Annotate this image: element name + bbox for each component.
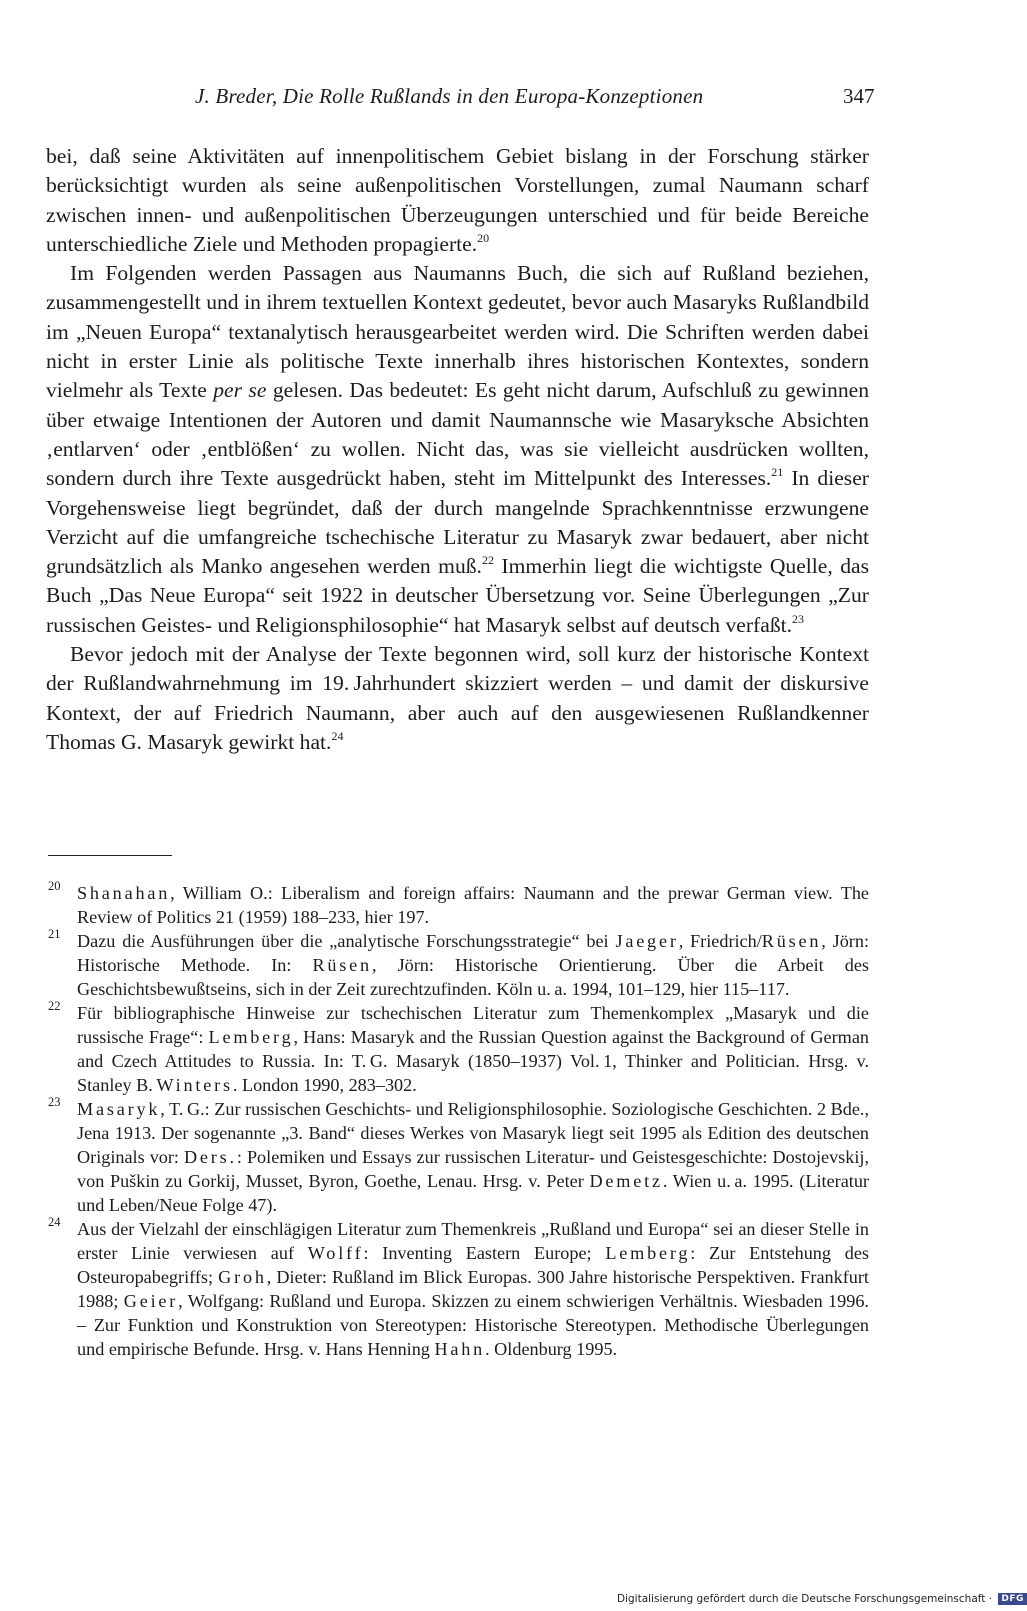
footnote-text: , Friedrich/ (678, 931, 762, 951)
author-name: Groh (218, 1267, 267, 1287)
italic-term: per se (213, 378, 267, 403)
footnote-text: : Inventing Eastern Europe; (363, 1243, 606, 1263)
footnote-text: Aus der Vielzahl der einschlägigen Literatur zum Themenkreis „Rußland und Europa“ sei an dieser Stelle in erster Linie verwiesen auf (77, 1219, 869, 1263)
footnote-text: : Zur Entstehung des Osteuropabegriffs; (77, 1243, 869, 1287)
dfg-logo: DFG (998, 1593, 1027, 1605)
footnote-text: , Dieter: Rußland im Blick Europas. 300 Jahre historische Perspektiven. Frankfurt 1988; (77, 1267, 869, 1311)
body-text (46, 142, 869, 757)
footnote-number: 20 (48, 879, 61, 893)
author-name: Rüsen (312, 955, 372, 975)
footnote-22 (46, 1001, 869, 1097)
footnote-ref-23[interactable]: 23 (792, 611, 805, 626)
footnote-text: . London 1990, 283–302. (232, 1075, 417, 1095)
author-name: Winters (156, 1075, 233, 1095)
author-name: Hahn (434, 1339, 486, 1359)
footnote-text: Dazu die Ausführungen über die „analytische Forschungsstrategie“ bei (77, 931, 616, 951)
footnote-ref-21[interactable]: 21 (771, 465, 784, 480)
footnote-text: , William O.: Liberalism and foreign affairs: Naumann and the prewar German view. The Review of Politics 21 (1959) 188–233, hier 197. (77, 883, 869, 927)
footnote-text: . Wien u. a. 1995. (Literatur und Leben/Neue Folge 47). (77, 1171, 869, 1215)
paragraph-2-text-c: In dieser Vorgehensweise liegt begründet, daß der durch mangelnde Sprachkenntnisse erzwungene Verzicht auf die umfangreiche tschechische Literatur zu Masaryk zwar bedauert, aber nicht grundsätzlich als Manko angesehen werden muß. (46, 466, 869, 579)
digitization-credit (617, 1593, 1027, 1605)
paragraph-3 (46, 640, 869, 757)
paragraph-1-text: bei, daß seine Aktivitäten auf innenpolitischem Gebiet bislang in der Forschung stärker berücksichtigt wurden als seine außenpolitischen Vorstellungen, zumal Naumann scharf zwischen innen- und außenpolitischen Überzeugungen unterschied und für beide Bereiche unterschiedliche Ziele und Methoden propagierte. (46, 144, 869, 256)
footnote-ref-24[interactable]: 24 (331, 728, 344, 743)
footnote-24 (46, 1217, 869, 1361)
footnote-ref-22[interactable]: 22 (481, 553, 494, 568)
author-name: Rüsen (761, 931, 822, 951)
author-name: Lemberg (208, 1027, 294, 1047)
page-number: 347 (843, 84, 875, 108)
footnotes (46, 881, 869, 1361)
footnote-text: , Wolfgang: Rußland und Europa. Skizzen zu einem schwierigen Verhältnis. Wiesbaden 1996. – Zur Funktion und Konstruktion von Stereotypen: Historische Stereotypen. Methodische Überlegungen und empirische Befunde. Hrsg. v. Hans Henning (77, 1291, 869, 1359)
credit-text: Digitalisierung gefördert durch die Deutsche Forschungsgemeinschaft (617, 1593, 986, 1605)
author-name: Ders. (184, 1147, 237, 1167)
author-name: Geier (123, 1291, 179, 1311)
footnote-ref-20[interactable]: 20 (477, 230, 490, 245)
paragraph-1 (46, 142, 869, 259)
footnote-text: Für bibliographische Hinweise zur tschechischen Literatur zum Themenkomplex „Masaryk und die russische Frage“: (77, 1003, 869, 1047)
footnote-text: , T. G.: Zur russischen Geschichts- und Religionsphilosophie. Soziologische Geschichten. 2 Bde., Jena 1913. Der sogenannte „3. Band“ dieses Werkes von Masaryk liegt seit 1995 als Edition des deutschen Originals vor: (77, 1099, 869, 1167)
footnote-21 (46, 929, 869, 1001)
paragraph-2-text-d: Immerhin liegt die wichtigste Quelle, das Buch „Das Neue Europa“ seit 1922 in deutscher Übersetzung vor. Seine Überlegungen „Zur russischen Geistes- und Religionsphilosophie“ hat Masaryk selbst auf deutsch verfaßt. (46, 554, 869, 637)
credit-separator: · (985, 1593, 996, 1605)
footnote-separator (48, 855, 172, 856)
author-name: Jaeger (615, 931, 679, 951)
footnote-23 (46, 1097, 869, 1217)
paragraph-3-text: Bevor jedoch mit der Analyse der Texte begonnen wird, soll kurz der historische Kontext der Rußlandwahrnehmung im 19. Jahrhundert skizziert werden – und damit der diskursive Kontext, der auf Friedrich Naumann, aber auch auf den ausgewiesenen Rußlandkenner Thomas G. Masaryk gewirkt hat. (46, 642, 869, 754)
author-name: Demetz (589, 1171, 663, 1191)
footnote-text: . Oldenburg 1995. (485, 1339, 618, 1359)
footnote-number: 21 (48, 927, 61, 941)
paragraph-2-text-b: gelesen. Das bedeutet: Es geht nicht darum, Aufschluß zu gewinnen über etwaige Intentionen der Autoren und damit Naumannsche wie Masaryksche Absichten ‚entlarven‘ oder ‚entblößen‘ zu wollen. Nicht das, was sie vielleicht ausdrücken wollten, sondern durch ihre Texte ausgedrückt haben, steht im Mittelpunkt des Interesses. (46, 378, 870, 491)
footnote-text: , Jörn: Historische Methode. In: (77, 931, 869, 975)
footnote-text: , Jörn: Historische Orientierung. Über die Arbeit des Geschichtsbewußtseins, sich in der Zeit zurechtzufinden. Köln u. a. 1994, 101–129, hier 115–117. (77, 955, 870, 999)
footnote-text: , Hans: Masaryk and the Russian Question against the Background of German and Czech Attitudes to Russia. In: T. G. Masaryk (1850–1937) Vol. 1, Thinker and Politician. Hrsg. v. Stanley B. (77, 1027, 869, 1095)
paragraph-2-text-a: Im Folgenden werden Passagen aus Naumanns Buch, die sich auf Rußland beziehen, zusammengestellt und in ihrem textuellen Kontext gedeutet, bevor auch Masaryks Rußlandbild im „Neuen Europa“ textanalytisch herausgearbeitet werden wird. Die Schriften werden dabei nicht in erster Linie als politische Texte innerhalb ihres historischen Kontextes, sondern vielmehr als Texte (46, 261, 869, 403)
footnote-number: 22 (48, 999, 61, 1013)
footnote-text: : Polemiken und Essays zur russischen Literatur- und Geistesgeschichte: Dostojevskij, von Puškin zu Gorkij, Musset, Byron, Goethe, Lenau. Hrsg. v. Peter (77, 1147, 869, 1191)
footnote-20 (46, 881, 869, 929)
author-name: Wolff (307, 1243, 364, 1263)
footnote-number: 23 (48, 1095, 61, 1109)
author-name: Masaryk (77, 1099, 161, 1119)
author-name: Shanahan (77, 883, 171, 903)
author-name: Lemberg (605, 1243, 691, 1263)
footnote-number: 24 (48, 1215, 61, 1229)
paragraph-2 (46, 259, 869, 640)
running-head: J. Breder, Die Rolle Rußlands in den Europa-Konzeptionen (195, 84, 704, 108)
